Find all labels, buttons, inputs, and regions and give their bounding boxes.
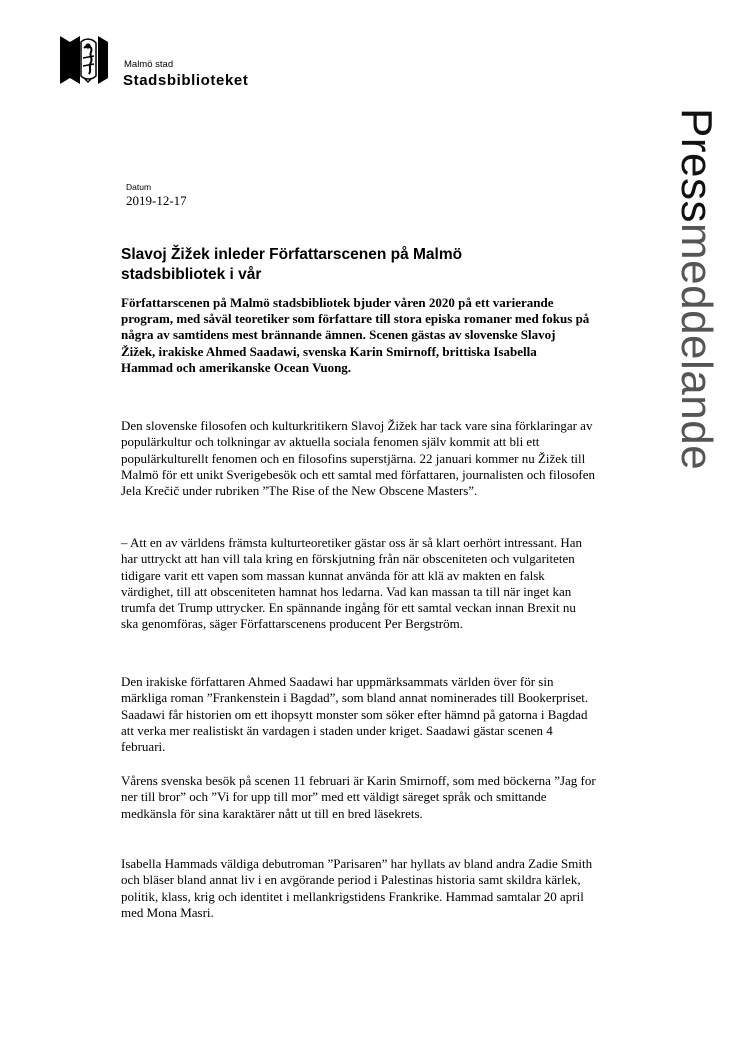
body-paragraph-4: Vårens svenska besök på scenen 11 februari är Karin Smirnoff, som med böckerna ”Jag for ner till bror” och ”Vi for upp till mor” med ett väldigt säreget språk och smittande medkänsla för sina karaktärer nått ut till en bred läsekrets. bbox=[121, 773, 596, 821]
malmo-coat-of-arms-logo bbox=[58, 34, 112, 86]
date-value: 2019-12-17 bbox=[126, 193, 187, 208]
body-paragraph-5: Isabella Hammads väldiga debutroman ”Parisaren” har hyllats av bland andra Zadie Smith och bläser bland annat liv i en avgörande period i Palestinas historia samt skildra kärlek, politik, klass, krig och identitet i mellankrigstidens Frankrike. Hammad samtalar 20 april med Mona Masri. bbox=[121, 856, 593, 920]
date-label: Datum bbox=[126, 182, 152, 192]
document-type-label-part1: Press bbox=[672, 108, 721, 223]
department-name: Stadsbiblioteket bbox=[123, 72, 249, 89]
body-paragraph-2: – Att en av världens främsta kulturteoretiker gästar oss är så klart oerhört intressant. Han har uttryckt att han vill tala kring en förskjutning från när obsceniteten och vulgariteten tidigare varit ett vapen som massan kunnat använda för att klä av makten en falsk värdighet, till att obsceniteten hamnat hos ledarna. Vad kan massan ta till när inget kan trumfa det Trump uttrycker. En spännande ingång för ett samtal veckan innan Brexit nu ska genomföras, säger Författarscenens producent Per Bergström. bbox=[121, 535, 582, 632]
lead-paragraph: Författarscenen på Malmö stadsbibliotek bjuder våren 2020 på ett varierande program, med såväl teoretiker som författare till stora episka romaner med fokus på några av samtidens mest brännande ämnen. Scenen gästas av slovenske Slavoj Žižek, irakiske Ahmed Saadawi, svenska Karin Smirnoff, brittiska Isabella Hammad och amerikanske Ocean Vuong. bbox=[121, 295, 590, 375]
body-paragraph-1: Den slovenske filosofen och kulturkritikern Slavoj Žižek har tack vare sina förklaringar av populärkultur och tolkningar av aktuella sociala fenomen själv kommit att bli ett populärkulturellt fenomen och en filosofins superstjärna. 22 januari kommer nu Žižek till Malmö för ett unikt Sverigebesök och ett samtal med författaren, journalisten och filosofen Jela Krečič under rubriken ”The Rise of the New Obscene Masters”. bbox=[121, 418, 596, 499]
document-type-label-part2: meddelande bbox=[672, 222, 721, 471]
organization-name: Malmö stad bbox=[124, 59, 174, 70]
body-paragraph-3: Den irakiske författaren Ahmed Saadawi har uppmärksammats världen över för sin märkliga roman ”Frankenstein i Bagdad”, som bland annat nominerades till Bookerpriset. Saadawi får historien om ett ihopsytt monster som söker efter hämnd på gatorna i Bagdad att verka mer realistiskt än vardagen i staden under kriget. Saadawi gästar scenen 4 februari. bbox=[121, 674, 589, 755]
press-release-title: Slavoj Žižek inleder Författarscenen på Malmö stadsbibliotek i vår bbox=[121, 246, 463, 283]
document-type-label bbox=[672, 108, 721, 471]
